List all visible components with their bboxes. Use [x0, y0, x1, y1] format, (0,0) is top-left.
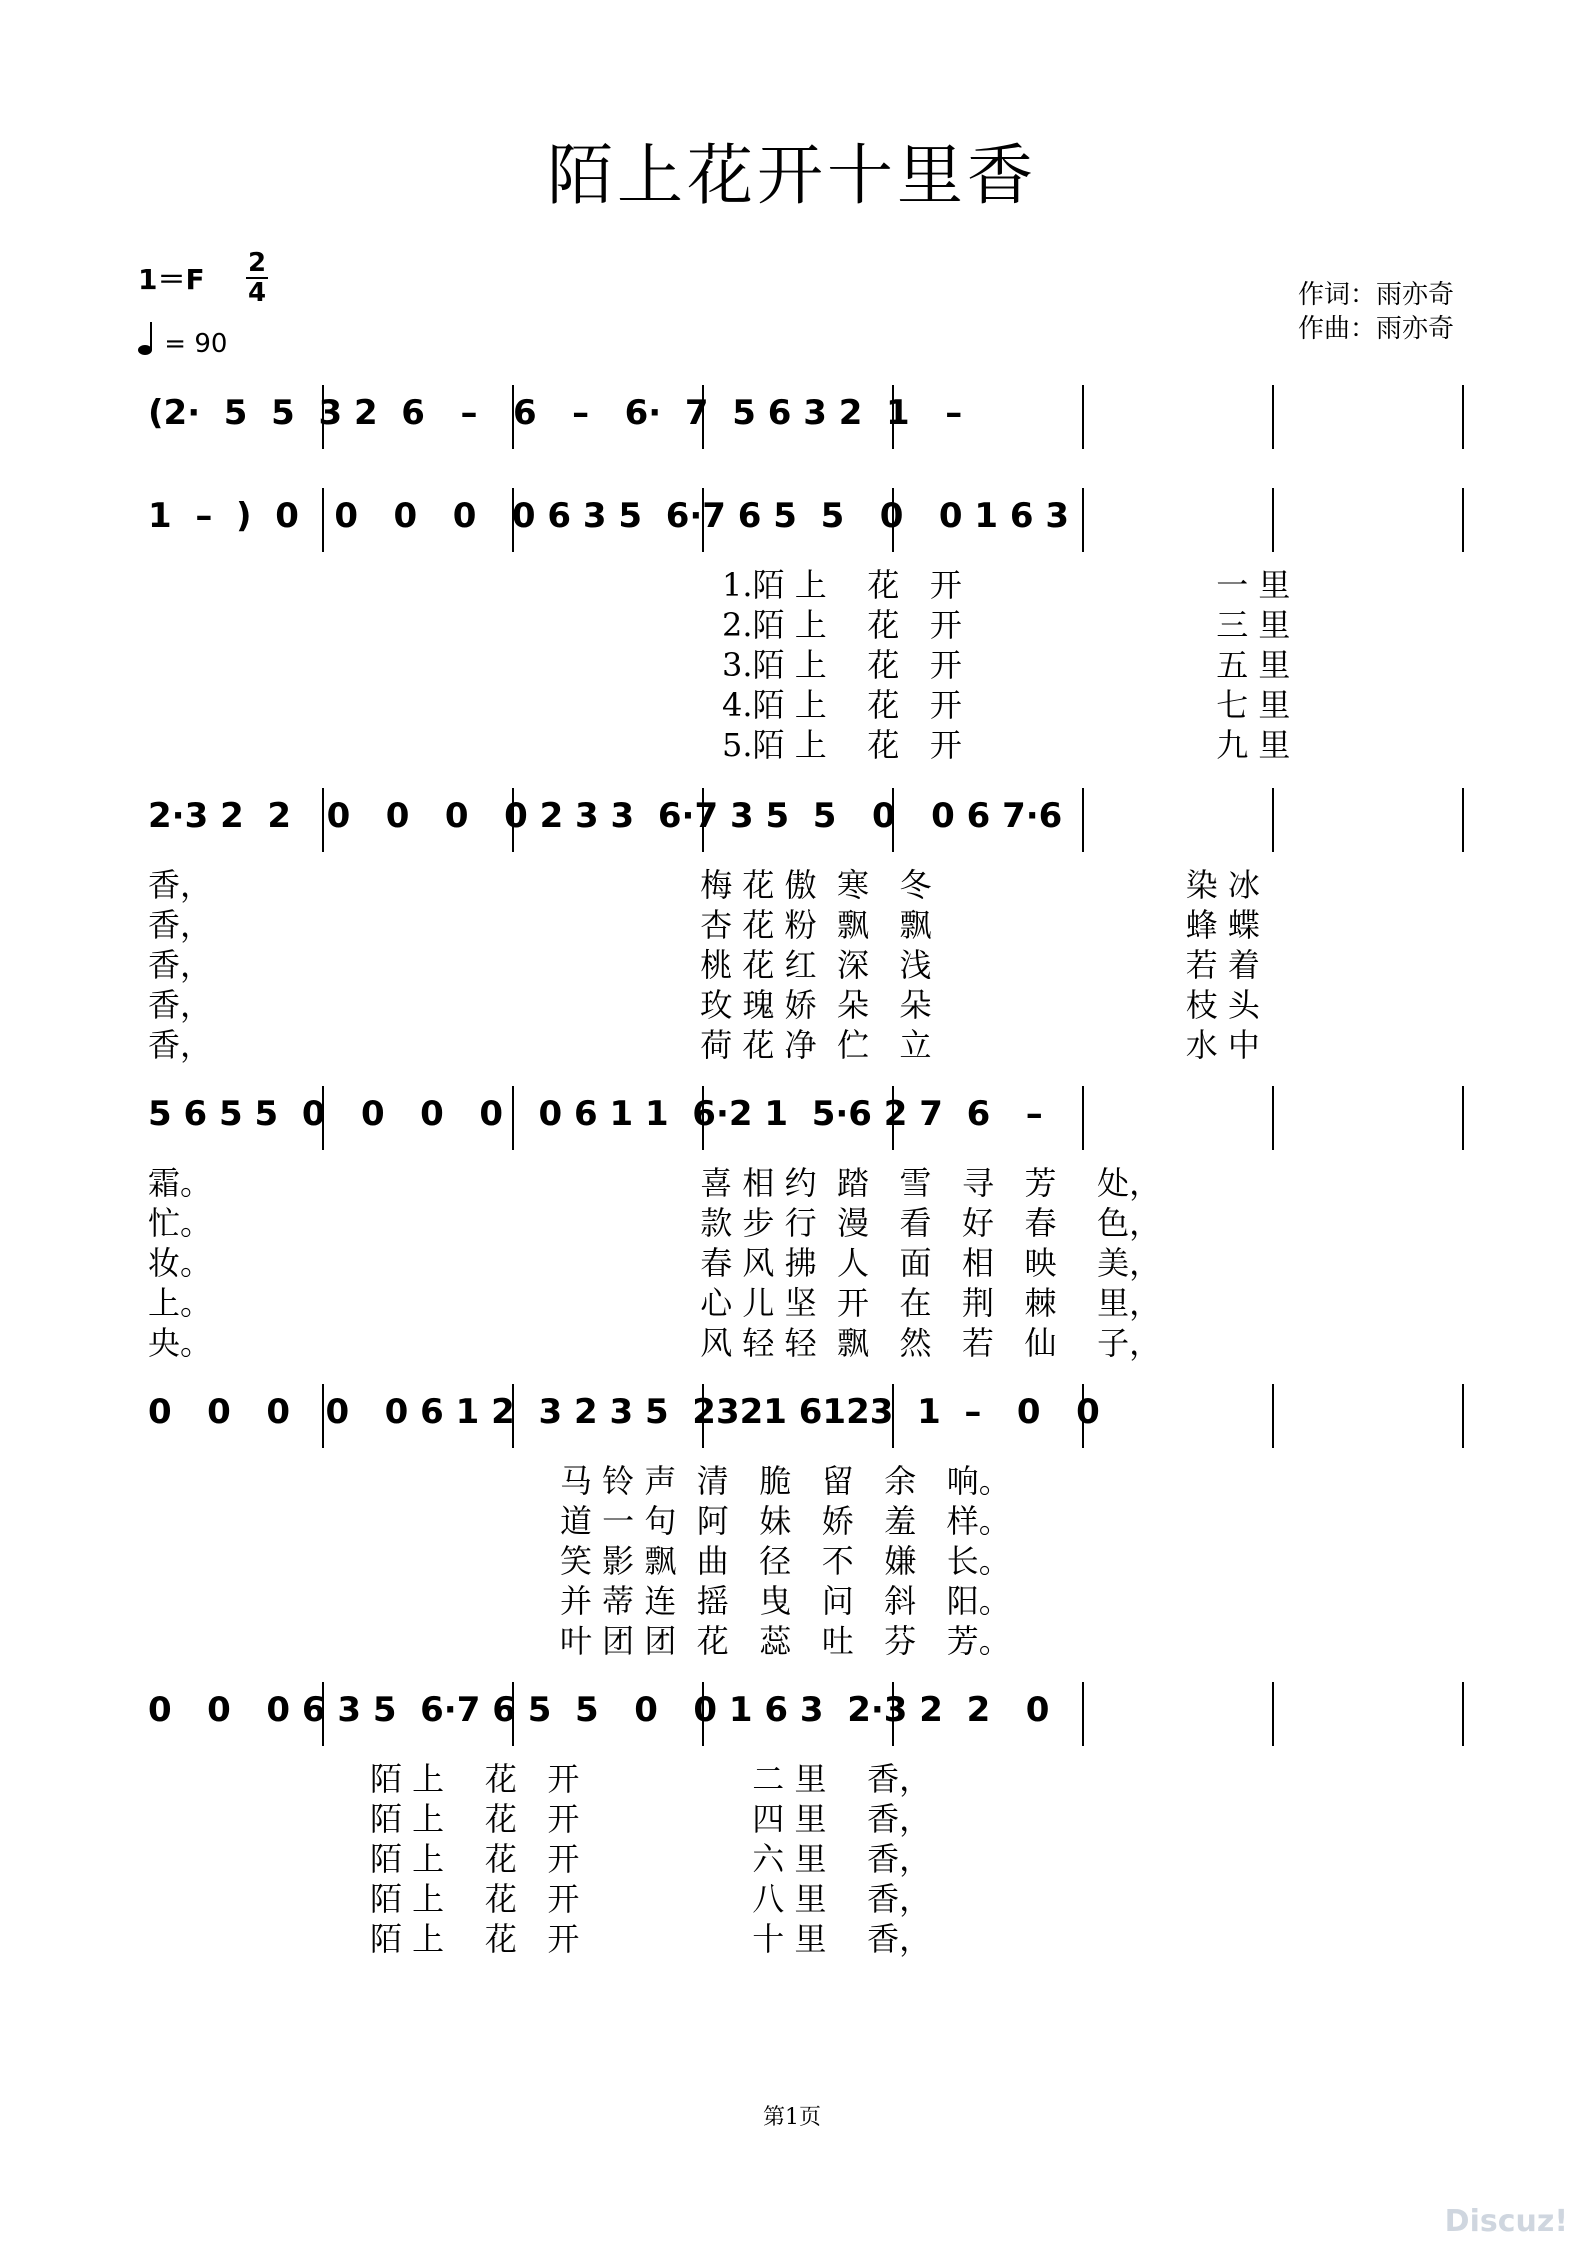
watermark: Discuz! [1444, 2204, 1568, 2239]
lyric-line: 香， 荷 花 净 伫 立 水 中 [148, 1026, 1260, 1064]
notation-line-4: 5 6 5 5 0 0 0 0 0 6 1 1 6·2 1 5·6 2 7 6 – [148, 1094, 1043, 1134]
notation-line-2: 1 – ) 0 0 0 0 0 6 3 5 6·7 6 5 5 0 0 1 6 3 [148, 496, 1070, 536]
lyric-line: 1.陌 上 花 开 一 里 [722, 566, 1291, 604]
lyric-line: 叶 团 团 花 蕊 吐 芬 芳。 [560, 1622, 1011, 1660]
page-title: 陌上花开十里香 [547, 137, 1037, 214]
lyric-line: 道 一 句 阿 妹 娇 羞 样。 [560, 1502, 1011, 1540]
time-top: 2 [247, 248, 267, 278]
tempo-marking [138, 322, 227, 359]
lyric-line: 香， 梅 花 傲 寒 冬 染 冰 [148, 866, 1260, 904]
lyric-line: 香， 桃 花 红 深 浅 若 着 [148, 946, 1260, 984]
lyric-line: 香， 杏 花 粉 飘 飘 蜂 蝶 [148, 906, 1260, 944]
lyric-line: 马 铃 声 清 脆 留 余 响。 [560, 1462, 1011, 1500]
lyric-line: 陌 上 花 开 二 里 香， [370, 1760, 932, 1798]
tempo-value: = 90 [164, 329, 228, 359]
lyricist-credit: 作词：雨亦奇 [1297, 280, 1454, 310]
lyric-line: 陌 上 花 开 四 里 香， [370, 1800, 932, 1838]
lyric-line: 陌 上 花 开 八 里 香， [370, 1880, 932, 1918]
lyric-line: 香， 玫 瑰 娇 朵 朵 枝 头 [148, 986, 1260, 1024]
lyric-line: 并 蒂 连 摇 曳 问 斜 阳。 [560, 1582, 1011, 1620]
quarter-note-icon [138, 322, 156, 356]
lyric-line: 2.陌 上 花 开 三 里 [722, 606, 1291, 644]
key-signature: 1＝F [138, 263, 205, 296]
lyric-line: 3.陌 上 花 开 五 里 [722, 646, 1291, 684]
page-number: 第1页 [763, 2105, 821, 2130]
notation-line-3: 2·3 2 2 0 0 0 0 2 3 3 6·7 3 5 5 0 0 6 7·6 [148, 796, 1063, 836]
lyric-line: 妆。 春 风 拂 人 面 相 映 美， [148, 1244, 1162, 1282]
lyric-line: 霜。 喜 相 约 踏 雪 寻 芳 处， [148, 1164, 1162, 1202]
notation-line-1: (2· 5 5 3 2 6 – 6 – 6· 7 5 6 3 2 1 – [148, 393, 963, 433]
lyric-line: 4.陌 上 花 开 七 里 [722, 686, 1291, 724]
lyric-line: 陌 上 花 开 六 里 香， [370, 1840, 932, 1878]
notation-line-6: 0 0 0 6 3 5 6·7 6 5 5 0 0 1 6 3 2·3 2 2 0 [148, 1690, 1050, 1730]
composer-credit: 作曲：雨亦奇 [1297, 314, 1454, 344]
notation-line-5: 0 0 0 0 0 6 1 2 3 2 3 5 2321 6123 1 – 0 0 [148, 1392, 1100, 1432]
time-signature [246, 250, 268, 306]
time-bottom: 4 [247, 278, 267, 308]
lyric-line: 笑 影 飘 曲 径 不 嫌 长。 [560, 1542, 1011, 1580]
lyric-line: 央。 风 轻 轻 飘 然 若 仙 子， [148, 1324, 1162, 1362]
lyric-line: 上。 心 儿 坚 开 在 荆 棘 里， [148, 1284, 1162, 1322]
lyric-line: 陌 上 花 开 十 里 香， [370, 1920, 932, 1958]
lyric-line: 5.陌 上 花 开 九 里 [722, 726, 1291, 764]
lyric-line: 忙。 款 步 行 漫 看 好 春 色， [148, 1204, 1162, 1242]
